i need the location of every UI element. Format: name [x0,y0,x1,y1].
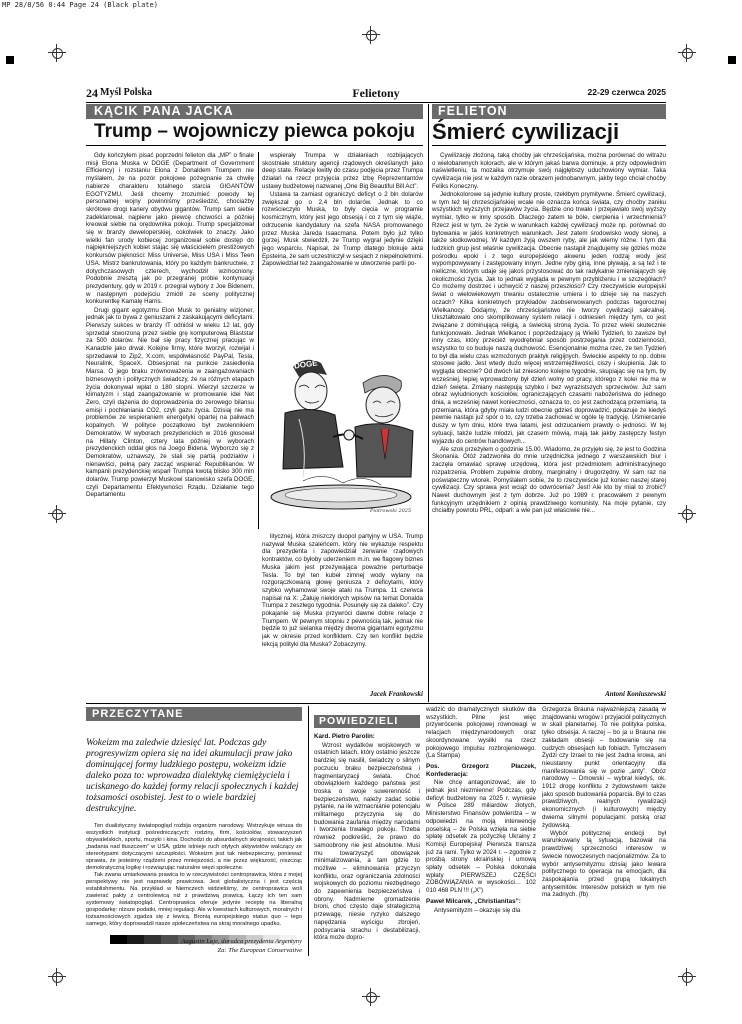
przeczytane-paragraph: Ten dualistyczny światopogląd rozbija organizm narodowy. Wstrzykuje wirusa do wszystkich instytucji pośredniczących: rodziny, firm, kościołów, stowarzyszeń obywatelskich, sportu, muzyki i kina. Dochodzi do absurdalnych skrajności, takich jak „badania nad tłuszczem” w USA, gdzie istnieje ruch otyłych aktywistów walczący ze stereotypami dotyczącymi szczupłości. Wokeizm jest tak niebezpieczny, ponieważ sprawia, że jesteśmy rządzeni przez mniejszości, a nie przez większość, niszcząc demokratyczną logikę i rozwiązując naturalne więzi społeczne. [86,823,302,871]
speaker-name: Kard. Pietro Parolin: [314,733,375,740]
article1-paragraph: Gdy kończyłem pisać poprzedni felieton dla „MP” o finale misji Elona Muska w DOGE (Department of Government Efficiency) i rozstaniu Elona z Donaldem Trumpem nie myślałem, że na pozór pokojowe pożegnanie za chwilę nabierze charakteru totalnego starcia GIGANTÓW EGOTYZMU. Jeśli chcemy zrozumieć powody tej personalnej wojny powinniśmy prześledzić, chociażby skrótowe drogi kariery obydwu gigantów. Trump sam siebie zadeklarował, najpierw jako piewcę chciwości a później kreował siebie na orędownika pokoju. Trump specjalizował się w branży deweloperskiej, cokolwiek to znaczy. Jako wielki fan urody kobiecej zorganizował sobie dostęp do najpiękniejszych kobiet stając się właścicielem prestiżowych konkursów piękności: Miss Universe, Miss USA i Miss Teen USA. Mistrz bankrutowania, który po każdym bankructwie, z dotychczasowych czterech, wychodził wzmocniony. Podobnie zresztą jak po przegranej próbie kontynuacji prezydentury, gdy w 2019 r. przegrał wybory z Joe Bidenem, w następnym podejściu zmiótł ze sceny politycznej konkurentkę Kamalę Harris. [86,152,254,306]
registration-mark-top-left [48,44,66,62]
article1-paragraph: Drugi gigant egotyzmu Elon Musk to genialny wizjoner, jednak jak to bywa z geniuszami z zaskakującymi deficytami. Pierwszy sukces w branży IT odniósł w wieku 12 lat, gdy sprzedał stworzoną przez siebie grę komputerową Blaststar za 500 dolarów. Nie bał się pracy fizycznej pracując w Kanadzie jako drwal. Kolejne firmy, które tworzył, rozwijał i sprzedawał to Zip2, X.com, współwłasność PayPal, Tesla, Neuralink, SpaceX. Obsesjonat na punkcie zasiedlenia Marsa. O jego braku zrównoważenia w zaangażowaniach biznesowych i politycznych świadczy, że na różnych etapach życia dokonywał wpłat o 180 stopni. Wierzył szczerze w klimatyzm i stąd zaangażowanie w promowanie idei Net Zero, czyli dążenia do doprowadzenia do zerowego bilansu emisji i pochłaniania CO2, czyli gazu życia. Dzisiaj nie ma problemów ze wspieraniem energetyki opartej na paliwach kopalnych. W polityce początkowo był zwolennikiem Demokratów. W wyborach prezydenckich w 2016 głosował na Hillary Clinton, cztery lata później w wyborach prezydenckich oddał głos na Joego Bidena. Wyborczo się z Demokratów, uznawszy, że stali się partią podziałów i nienawiści, pełną pary zacząć wspierać Republikanów. W kampanii prezydenckiej wsparł Trumpa kwotą blisko 300 mln dolarów. Trump powierzył Muskowi stanowisko szefa DOGE, czyli Departamentu Efektywności Rządu. Działanie tego Departamentu [86,306,254,499]
speaker-name: Paweł Milcarek, „Christianitas”: [426,897,521,905]
article1-column-rule [258,152,259,529]
article1-column-1 [86,152,254,529]
issue-date: 22-29 czerwca 2025 [587,87,666,97]
powiedzieli-column-1 [314,730,420,956]
article1-column-2-bottom [262,533,423,701]
article1-signature: Jacek Frankowski [369,690,423,698]
speaker-quote: Antysemityzm – okazuje się dla [434,906,521,914]
registration-mark-top-center [362,26,380,44]
cartoon-hat-label: DOGE [293,358,319,371]
article2-body [432,152,666,692]
registration-mark-bottom-center [362,988,380,1006]
article2-signature: Antoni Koniuszewski [605,690,666,698]
article2-paragraph: Ale szok przeżyłem o godzinie 15.00. Wiadomo, że przyjęło się, że jest to Godzina Skonania. Otóż zadzwoniła do mnie urzędniczka jednego z warszawskich biur i zaczęła omawiać sprawę urzędową, która jest przedmiotem administracyjnego rozpatrzenia. Problem zupełnie drobny, marginalny i drugorzędny. W sam raz na poświąteczny wtorek. Pomyślałem sobie, że to rzeczywiście już koniec naszej starej cywilizacji. Czy sprawa jest wciąż do odwrócenia? Jest! Ale kto by miał to zrobić? Nawet duchownym jest z tym dobrze. Już po 1989 r. pracowałem z pewnym funkcyjnym urzędnikiem z opinią prawdziwego komunisty. Na moje pytanie, czy chciałby powrotu PRL, odparł: a wie pan już właściwie nie... [432,445,666,515]
horizontal-rule [86,703,666,704]
article-divider [428,104,429,702]
powiedzieli-column-2 [426,706,536,956]
speaker-name: Pos. Grzegorz Płaczek, Konfederacja: [426,762,536,778]
przeczytane-paragraph: Tak zwana umiarkowana prawica to w rzeczywistości centroprawica, która z mojej perspektywy nie jest naprawdę prawicowa. Jest globalistyczna i jest częścią establishmentu. Na przykład w Niemczech widzieliśmy, że centroprawica woli zawierać pakty z centrolewicą niż z prawdziwą prawicą. Łączy ich ten sam systemowy światopogląd. Centroprawica oferuje jedynie receptę na liberalną gospodarkę: niższe podatki, mniej regulacji. Ale w kwestiach kulturowych, moralnych i tożsamościowych zgadza się z lewicą. Bronią europejskiego status quo – tego samego, który doprowadził nasze społeczeństwa na skraj moralnego upadku. [86,872,302,927]
crop-square-left [6,56,14,64]
running-header [86,86,666,103]
registration-mark-right-middle [678,505,696,523]
registration-mark-top-right [678,44,696,62]
cartoon-signature: Piotrowski 2025 [370,508,412,514]
felieton-banner: FELIETON [432,104,666,119]
registration-mark-left-middle [48,505,66,523]
przeczytane-source-author: Augustin Laje, doradca prezydenta Argentyny [181,938,302,945]
trump-musk-cartoon [263,347,423,532]
speaker-quote: wadzić do dramatycznych skutków dla wszystkich. Pilne jest więc przywrócenie pokojowej równowagi w relacjach międzynarodowych oraz skoordynowane wysiłki na rzecz pokojowego impulsu rozbrojeniowego.(La Stampa) [426,706,536,760]
article1-title: Trump – wojowniczy piewca pokoju [86,121,423,146]
article2-paragraph: Jednokolorowe są jedynie kultury proste, rzekłbym prymitywne. Śmierć cywilizacji, w tym też tej chrześcijańskiej wcale nie oznacza końca świata, czy choćby zaniku wszystkich wyższych przejawów życia. Będzie ono trwało i przejawiało swój wyższy wymiar, tylko w inny sposób. Dlaczego zatem te bóle, cierpienia i wrzechnienia? Rzecz jest w tym, że życie w warunkach każdej cywilizacji może np. porównać do bytowania w jakiś konkretnych warunkach. Jest zatem środowisko wody słonej, a także słodkowodnej. W każdym żyją owszem ryby, ale jak wiemy różne. I tym dla ludzkich grup jest właśnie cywilizacja. Obecnie nastąpił znajdujemy się gdzieś może pośrodku epoki i z tego europejskiego akwenu jeden rodzaj wody jest wypompowywany i zastępowany innym. Jedne ryby giną, inne pływają, a są też i te nieliczne, którym udaje się jakoś przystosować do tak radykalnie zmieniających się okoliczności życia. Jak to jednak wygląda w pewnym przybliżeniu i w szczegółach? Co możemy dostrzec i uchwycić z naszej przeszłości? Czy rzeczywiście europejski świat o wielowiekowym trwaniu ostatecznie umiera i to dzieje się na naszych oczach? Kilka konkretnych przykładów zaobserwowanych podczas tegorocznej Wielkanocy. Dodajmy, że chrześcijaństwo nie tworzy cywilizacji sakralnej. Ukształtowało ono skomplikowany system relacji i odniesień między tym, co jest związane z dominującą religią, a świecką stroną życia. To przez wieki skutecznie funkcjonowało. Jednak Wielkanoc i poprzedzający ją Wielki Tydzień, to zawsze był inny czas, który przecież wyodrębniał sposób postrzegania przez codzienności, wszystko to co buduje naszą duchowość. Esencjonalnie można rzec, że ten Tydzień to był dla wielu czas wzmożonych praktyk religijnych. Świeckie aspekty to np. dobre stosowe jadło. Jest wtedy dużo więcej wstrzemięźliwości, ciszy i skupienia. Jak to wygląda obecnie? Od dwóch lat zniesiono kolejne tygodnie, skupiając się na tym, by wcześniej, lepiej wprowadzony był dzień wolny od pracy, którego z kolei nie ma w dzień święta. Zmiany następują szybko i bez wyrazistszych sprzeciwów. Już sam obraz wyludnionych kościołów, ograniczających czasami nabożeństwa do jednego dnia, a wcześniej nawet konieczności, oznacza to, co jest zachodzącą przemianą, ta przemiana, która gdyby miała ludzi obecnie gdzieś doprowadzić, pokazuje że kiedyś pewnie nastąpi już spór o to, czy trzeba zachować w ogóle tę tradycję. Uśmiercanie duszy w tym dniu, które trwa latami, jest odrzucaniem prawdy o jedności. W tej sytuacji, także ludzie młodzi, jak czasem mówią, mają tak jakby zastępczy festyn wyjazdu do centrów handlowych... [432,191,666,445]
powiedzieli-banner: POWIEDZIELI [314,715,420,728]
crop-square-right [728,56,736,64]
przeczytane-banner: PRZECZYTANE [86,707,302,721]
speaker-quote: Grzegorza Brauna najważniejszą zasadą w znajdowaniu wrogów i przyjaciół politycznych w skali planetarnej. To nie polityka polska, tylko obsesja. A raczej – bo ja u Brauna nie zakładam obsesji – budowanie się na cudzych obsesjach lub fobiach. Tymczasem Żydzi czy Izrael to nie jest żadna krowa, ani nieustanny punkt orientacyjny dla manifestowania się w pozie „anty”. Obóz narodowy – Dmowski – wybrał kiedyś, ok. 1912 drogę konfliktu z żydowstwem także jako sposób budowania poparcia. Był to czas prawdziwych, realnych rywalizacji ekonomicznych (i kulturowych) między dwiema silnymi populacjami: polską oraz żydowską. [542,706,666,829]
kacik-banner: KĄCIK PANA JACKA [86,104,423,119]
article2-title: Śmierć cywilizacji [432,119,666,146]
przeczytane-lead: Wokeizm ma zaledwie dziesięć lat. Podczas gdy progresywizm opiera się na idei akumulacji praw jako dominującej formy ludzkiego postępu, wokeizm idzie daleko poza to: wprowadza dialektykę ciemiężyciela i uciskanego do każdej formy relacji społecznych i każdej tożsamości osobistej. Jest to o wiele bardziej destrukcyjne. [86,738,299,814]
article1-column-2-top [262,152,423,342]
speaker-quote: Wzrost wydatków wojskowych w ostatnich latach, który ostatnio jeszcze bardziej się nasilił, świadczy o silnym poczuciu braku bezpieczeństwa i fragmentaryzacji świata. Choć obowiązkiem każdego państwa jest troska o swoje suwerenność i bezpieczeństwo, należy zadać sobie pytanie, na ile wzmacnianie potencjału militarnego przyczynia się do budowania zaufania między narodami i tworzenia trwałego pokoju. Trzeba również podkreślić, że prawo do samoobrony nie jest absolutne. Musi mu towarzyszyć obowiązek minimalizowania, a tam gdzie to możliwe – eliminowania przyczyn konfliktu, oraz ograniczania zdolności wojskowych do poziomu niezbędnego do zapewnienia bezpieczeństwa i obrony. Nadmierne gromadzenie broni, choć często daje strategiczną przewagę, niesie ryzyko dalszego napędzania wyścigu zbrojeń, podsycania strachu i destabilizacji, która może dopro- [314,741,420,942]
page-number: 24 [86,86,98,100]
publication-name: Myśl Polska [100,87,152,98]
article1-paragraph: wspierały Trumpa w działaniach rozbijających skostniałe struktury agencji rządowych określanych jako deep state. Relacje kwitły do czasu podjęcia przez Trumpa działań na rzecz przyjęcia przez Izbę Reprezentantów ustawy budżetowej nazwanej „One Big Beautiful Bill Act”. [262,152,423,190]
speaker-quote: Nie chcę antagonizować, ale to jednak jest niezmienne! Podczas, gdy deficyt budżetowy na 2025 r. wyniesie w Polsce 289 miliardów złotych, Ministerstwo Finansów potwierdza – w odpowiedzi na moją interwencję poselską – że Polska wzięła na siebie spłatę odsetek za pożyczkę Ukrainy z Komisji Europejską! Pierwsza transza już za rami. Tylko w 2024 r. – zgodnie z prośbą strony ukraińskiej i umową spłaty odsetek – Polska dokonała wpłaty PIERWSZEJ CZĘŚCI ZOBOWIĄZANIA w wysokości… 102 010 468 PLN !!! („X”) [426,779,536,895]
przeczytane-body [86,823,302,933]
przeczytane-source-outlet: Za: The European Conservative [217,947,302,954]
print-slug: MP 28/8/56 0:44 Page 24 (Black plate) [2,1,158,9]
registration-mark-bottom-right [678,968,696,986]
speaker-quote: Wybór politycznej endecji był warunkowany tą sytuacją, bazował na prawdziwej sprzeczności interesów w świecie nowoczesnych nacjonalizmów. Za to wybór antysemityzmu dzisiaj jako lewara politycznego to operacja na emocjach, dla zaspokajania przed grupą lokalnych antysemitów. Interesów polskich w tym nie ma żadnych. (fb) [542,829,666,899]
article1-paragraph: Ustawa ta zamiast ograniczyć deficyt o 2 bln dolarów zwiększał go o 2,4 bln dolarów. Jednak to co rozwścieczyło Muska, to były cięcia w programie kosmicznym, który jest jego obsesją i co z tym się wiąże, odrzucenie kandydatury na szefa NASA promowanego przez Muska Jareda Isaacmana. Potem było już tylko gorzej. Musk stwierdził, że Trump wygrał jedynie dzięki jego wsparciu. Napisał, że Trump dlatego blokuje akta Epsteina, że sam uczestniczył w sesjach z niepełnoletnimi. Zapowiedział też zaangażowanie w utworzenie partii po- [262,191,423,268]
article2-paragraph: Cywilizację złożoną, taką choćby jak chrześcijańska, można porównać do witrażu o wielobarwnych kolorach, ale w którym jakaś barwa dominuje, a przy odpowiednim naświetleniu, ta mozaika otrzymuje swój najgłębszy uduchowiony wymiar. Taka cywilizacja nie jest w każdym razie obrazem jednobarwnym, jakby tego chciał choćby Feliks Koneczny. [432,152,666,190]
section-name: Felietony [352,86,400,100]
registration-mark-bottom-left [48,968,66,986]
powiedzieli-column-3 [542,706,666,956]
bottom-divider [308,706,309,956]
article1-paragraph: litycznej, która zniszczy duopol partyjny w USA. Trump nazywał Muska szaleńcem, który nie wykazuje respektu dla prezydenta i zapowiedział zerwanie rządowych kontraktów, co byłoby uderzeniem m.in. we flagowy biznes Muska jakim jest przeżywająca poważne perturbacje Tesla. To był ten kubeł zimnej wody wylany na rozgorączkowaną głowę geniusza z deficytami, który szybko wyhamował swoje ataki na Trumpa. 11 czerwca napisał na X: „Żałuję niektórych wpisów na temat Donalda Trumpa z zeszłego tygodnia. Posunęły się za daleko”. Czy pokajanie się Muska przywróci dawne dobre relacje z Trumpem. W pewnym stopniu z pewnością tak, jednak nie będzie to już sielanka między dwoma gigantami egotyzmu jak w okresie przed konfliktem. Czy ten konflikt będzie lekcją polityki dla Muska? Zobaczymy. [262,533,423,648]
